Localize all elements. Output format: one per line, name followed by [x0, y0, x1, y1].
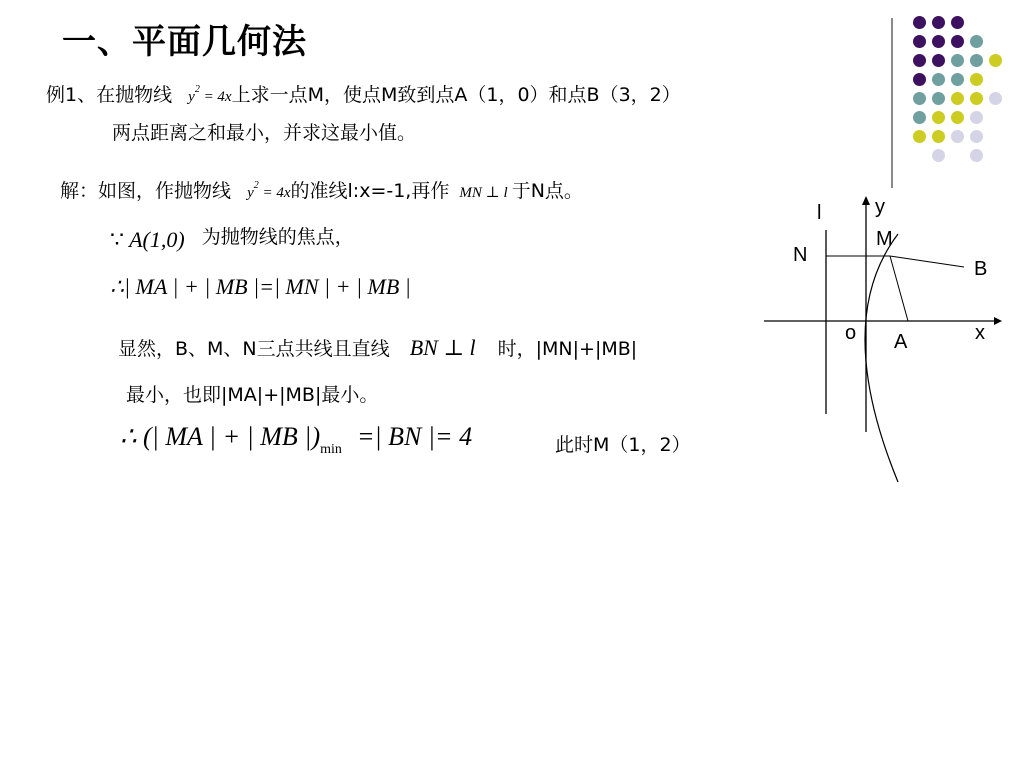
decor-dot	[951, 73, 964, 86]
solution-prefix: 解：如图，作抛物线	[60, 180, 232, 202]
therefore-equation: ∴| MA | + | MB |=| MN | + | MB |	[110, 274, 411, 299]
decor-dot	[913, 73, 926, 86]
label-y: y	[875, 196, 885, 218]
x-axis-arrow	[994, 317, 1002, 325]
decor-divider	[891, 18, 893, 188]
because-symbol: ∵	[110, 227, 124, 252]
solution-mid: 的准线l:x=-1,再作	[290, 180, 450, 202]
final-main: ∴ (| MA | + | MB |)	[120, 422, 321, 451]
eq-rhs: = 4x	[199, 89, 232, 105]
final-note: 此时M（1，2）	[555, 434, 691, 456]
sol-eq-exp: 2	[253, 180, 259, 191]
decor-dot	[951, 92, 964, 105]
obvious-prefix: 显然，B、M、N三点共线且直线	[118, 338, 390, 360]
decor-dot	[970, 149, 983, 162]
decor-dot	[932, 130, 945, 143]
decor-dot	[970, 73, 983, 86]
min-line: 最小，也即|MA|+|MB|最小。	[126, 384, 379, 406]
solution-suffix: 于N点。	[511, 180, 583, 202]
decor-dot	[913, 16, 926, 29]
final-rhs: =| BN |= 4	[356, 422, 473, 451]
eq-exp: 2	[194, 84, 200, 95]
label-o: o	[845, 322, 857, 344]
final-sub: min	[320, 442, 342, 457]
decor-dot	[989, 54, 1002, 67]
sol-eq-y: y	[247, 185, 254, 201]
segment-ma	[890, 256, 908, 321]
obvious-suffix: 时，|MN|+|MB|	[497, 338, 638, 360]
label-b: B	[974, 258, 988, 280]
decor-dot	[932, 111, 945, 124]
decor-dot	[951, 16, 964, 29]
page-title: 一、平面几何法	[62, 22, 307, 62]
eq-y: y	[188, 89, 195, 105]
label-m: M	[876, 228, 893, 250]
perp-mn-l: MN ⊥ l	[459, 185, 508, 201]
decor-dot	[970, 92, 983, 105]
decor-dot	[970, 54, 983, 67]
decor-dot	[913, 92, 926, 105]
label-n: N	[793, 244, 808, 266]
decor-dot	[932, 16, 945, 29]
decor-dot	[932, 73, 945, 86]
decor-dot	[932, 149, 945, 162]
decor-dot	[913, 54, 926, 67]
segment-mb	[890, 256, 964, 267]
because-text: 为抛物线的焦点，	[201, 226, 354, 248]
decor-dot	[951, 54, 964, 67]
sol-eq-rhs: = 4x	[258, 185, 291, 201]
label-a: A	[894, 331, 908, 353]
decor-dot	[932, 92, 945, 105]
decor-dot	[989, 92, 1002, 105]
parabola-curve	[865, 234, 898, 482]
decor-dot	[913, 35, 926, 48]
label-l: l	[817, 202, 822, 224]
decor-dot	[913, 111, 926, 124]
decor-dot	[913, 130, 926, 143]
example-suffix: 上求一点M，使点M致到点A（1，0）和点B（3，2）	[231, 84, 681, 106]
label-x: x	[975, 322, 985, 344]
decor-dot	[951, 111, 964, 124]
decor-dot	[932, 35, 945, 48]
example-prefix: 例1、在抛物线	[46, 84, 173, 106]
decor-dot	[932, 54, 945, 67]
decor-dot	[970, 111, 983, 124]
decor-dot	[970, 35, 983, 48]
decor-dot	[970, 130, 983, 143]
perp-bn-l: BN ⊥ l	[409, 335, 476, 360]
decor-dot	[951, 35, 964, 48]
example-line-2: 两点距离之和最小，并求这最小值。	[112, 122, 417, 144]
decor-dot	[951, 130, 964, 143]
y-axis-arrow	[862, 196, 870, 205]
because-math: A(1,0)	[129, 227, 185, 252]
